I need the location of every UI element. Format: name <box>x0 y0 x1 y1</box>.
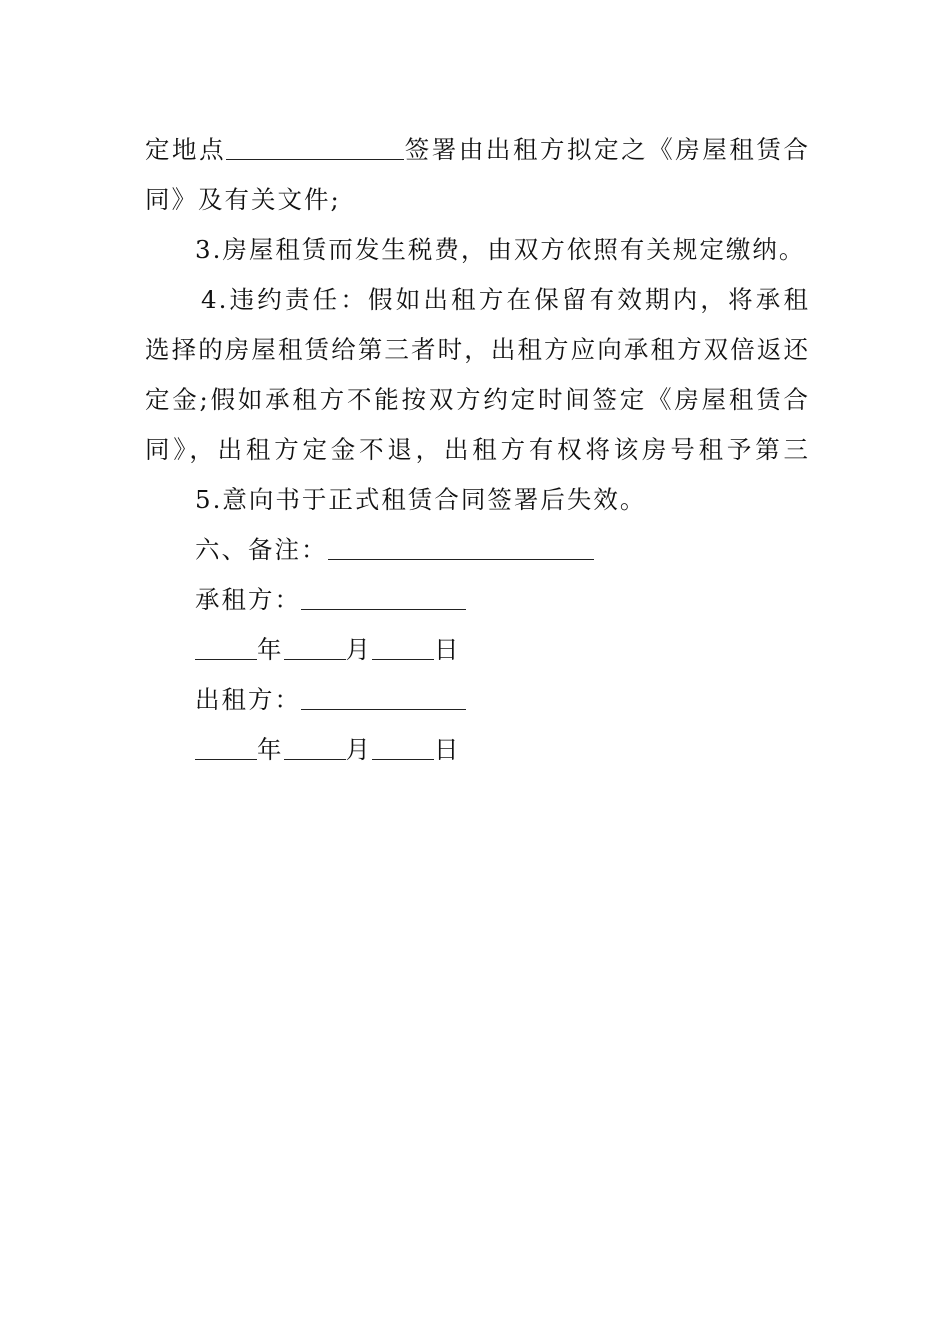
lessor-month-blank <box>284 737 346 760</box>
contract-text <box>145 125 810 775</box>
lessee-day-label: 日 <box>434 635 461 664</box>
lessee-line <box>145 575 810 625</box>
lessor-day-blank <box>372 737 434 760</box>
clause-2-text-b: 签署由出租方拟定之《房屋租赁合 <box>404 135 810 164</box>
lessor-month-label: 月 <box>345 735 372 764</box>
lessee-year-label: 年 <box>257 635 284 664</box>
clause-2-text-c: 同》及有关文件; <box>145 185 341 214</box>
lessor-date-line <box>145 725 810 775</box>
clause-2-text-a: 定地点 <box>145 135 227 164</box>
lessee-day-blank <box>372 637 434 660</box>
signing-place-blank <box>226 137 404 160</box>
lessor-day-label: 日 <box>434 735 461 764</box>
remarks-blank <box>328 537 594 560</box>
lessor-year-label: 年 <box>257 735 284 764</box>
clause-4-text-3: 定金;假如承租方不能按双方约定时间签定《房屋租赁合 <box>145 385 810 414</box>
clause-4-line-3 <box>145 375 810 425</box>
lessee-date-line <box>145 625 810 675</box>
clause-4-line-1 <box>145 275 810 325</box>
clause-4-line-4 <box>145 425 810 475</box>
clause-5 <box>145 475 810 525</box>
lessor-signature-blank <box>301 687 466 710</box>
lessor-year-blank <box>195 737 257 760</box>
lessee-label: 承租方： <box>195 585 301 614</box>
lessor-line <box>145 675 810 725</box>
remarks-line <box>145 525 810 575</box>
clause-3-text: 3.房屋租赁而发生税费，由双方依照有关规定缴纳。 <box>195 235 806 264</box>
clause-4-text-4: 同》，出租方定金不退，出租方有权将该房号租予第三 <box>145 435 810 464</box>
clause-5-text: 5.意向书于正式租赁合同签署后失效。 <box>195 485 647 514</box>
clause-2-line-2 <box>145 175 810 225</box>
clause-4-line-2 <box>145 325 810 375</box>
clause-4-text-1: 4.违约责任：假如出租方在保留有效期内，将承租 <box>201 285 810 314</box>
lessee-signature-blank <box>301 587 466 610</box>
lessor-label: 出租方： <box>195 685 301 714</box>
lessee-year-blank <box>195 637 257 660</box>
remarks-label: 六、备注： <box>195 535 328 564</box>
clause-2-line-1 <box>145 125 810 175</box>
lessee-month-label: 月 <box>345 635 372 664</box>
clause-3 <box>145 225 810 275</box>
lessee-month-blank <box>284 637 346 660</box>
clause-4-text-2: 选择的房屋租赁给第三者时，出租方应向承租方双倍返还 <box>145 335 810 364</box>
